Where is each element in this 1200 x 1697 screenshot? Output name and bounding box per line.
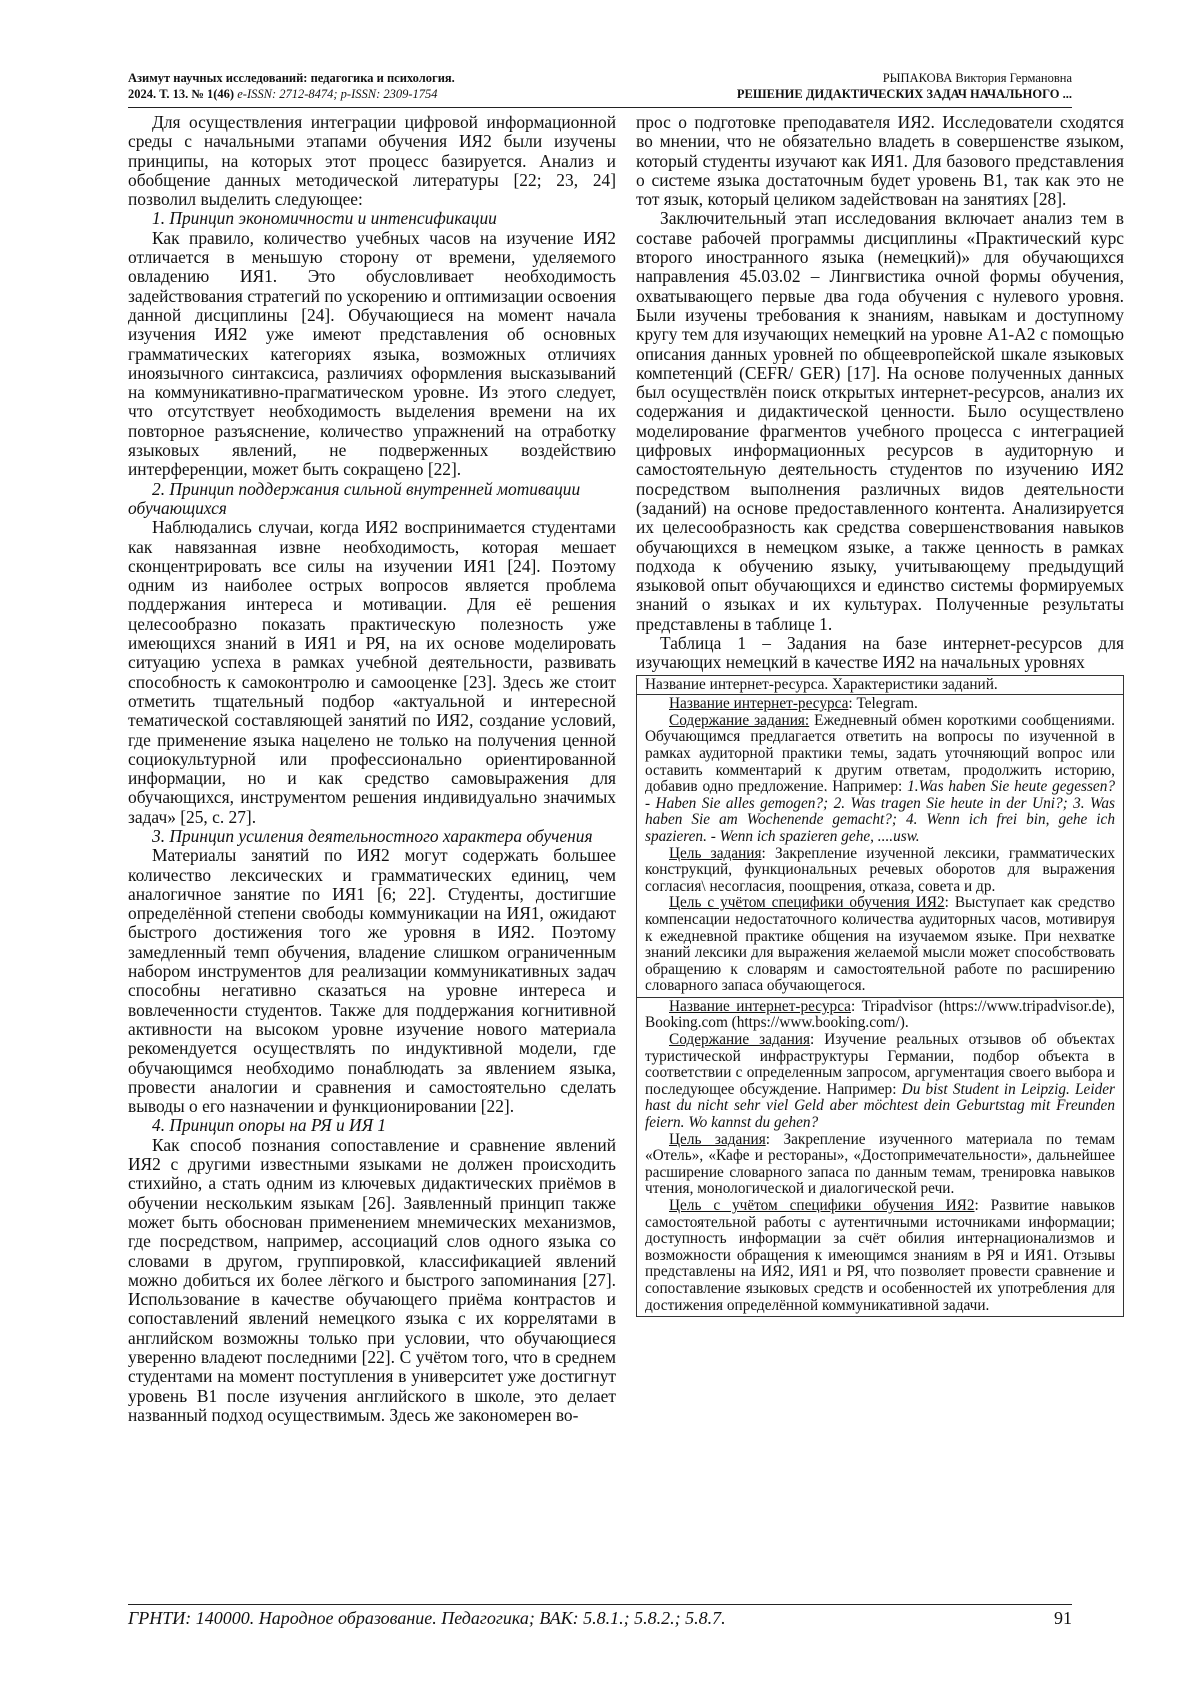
paragraph: Заключительный этап исследования включает анализ тем в составе рабочей программы дисциплины «Практический курс второго иностранного языка (немецкий)» для обучающихся направления 45.03.02 – Лингвистика очной формы обучения, охватывающего первые два года обучения с нулевого уровня. Были изучены требования к знаниям, навыкам и доступному кругу тем для изучающих немецкий на уровне A1-A2 с помощью описания данных уровней по общеевропейской шкале языковых компетенций (CEFR/ GER) [17]. На основе полученных данных был осуществлён поиск открытых интернет-ресурсов, анализ их содержания и дидактической ценности. Было осуществлено моделирование фрагментов учебного процесса с интеграцией цифровых информационных ресурсов в аудиторную и самостоятельную деятельность студентов по изучению ИЯ2 посредством выполнения различных видов деятельности (заданий) на основе предоставленного контента. Анализируется их целесообразность как средства совершенствования навыков обучающихся в немецком языке, а также ценность в рамках подхода к обучению языку, учитывающему предыдущий языковой опыт обучающихся и единство системы формируемых знаний о языках и их культурах. Полученные результаты представлены в таблице 1. — [636, 208, 1124, 634]
table-header: Название интернет-ресурса. Характеристики заданий. — [637, 676, 1123, 696]
resource-label: Название интернет-ресурса — [669, 997, 851, 1015]
resource-label: Название интернет-ресурса — [669, 695, 849, 713]
goal-line — [645, 1132, 1115, 1198]
header-rule — [128, 107, 1072, 108]
spec-value: : Развитие навыков самостоятельной работы с аутентичными источниками информации; доступность информации за счёт обилия интернационализмов и возможности обращения к имеющимся знаниям в РЯ и ИЯ1. Отзывы представлены на ИЯ2, ИЯ1 и РЯ, что позволяет провести сравнение и сопоставление языковых средств и особенностей их употребления для достижения определённой коммуникативной задачи. — [645, 1197, 1115, 1314]
goal-label: Цель задания — [669, 1130, 766, 1148]
content-value: Ежедневный обмен короткими сообщениями. Обучающимся предлагается ответить на вопросы по изученной в рамках аудиторной практики темы, задать уточняющий вопрос или оставить комментарий к другим ответам, продолжить историю, добавив одно предложение. Например: — [645, 711, 1115, 796]
right-column — [636, 113, 1124, 1603]
spec-value: : Выступает как средство компенсации недостаточного количества аудиторных часов, мотивируя к ежедневной практике общения на изучаемом языке. При нехватке знаний лексики для выражения желаемой мысли может способствовать обращению к словарям и самостоятельной работе по расширению словарного запаса обучающегося. — [645, 894, 1116, 995]
paragraph: прос о подготовке преподавателя ИЯ2. Исследователи сходятся во мнении, что не обязательно владеть в совершенстве языком, который студенты изучают как ИЯ1. Для базового представления о системе языка достаточным будет уровень B1, так как это не тот язык, который целиком задействован на занятиях [28]. — [636, 113, 1124, 210]
resource-value: : Tripadvisor (https://www.tripadvisor.de), Booking.com (https://www.booking.com/). — [645, 997, 1115, 1032]
footer-rule — [128, 1604, 1072, 1605]
footer-classification: ГРНТИ: 140000. Народное образование. Педагогика; ВАК: 5.8.1.; 5.8.2.; 5.8.7. — [128, 1608, 726, 1628]
article-info — [737, 70, 1072, 102]
section-heading: 3. Принцип усиления деятельностного характера обучения — [152, 825, 593, 846]
section-heading: 4. Принцип опоры на РЯ и ИЯ 1 — [152, 1115, 387, 1136]
journal-issn: e-ISSN: 2712-8474; p-ISSN: 2309-1754 — [237, 87, 438, 101]
paragraph: Материалы занятий по ИЯ2 могут содержать большее количество лексических и грамматических единиц, чем аналогичное занятие по ИЯ1 [6; 22]. Студенты, достигшие определённой степени свободы коммуникации на ИЯ1, ожидают быстрого достижения того же уровня в ИЯ2. Поэтому замедленный темп обучения, владение слишком ограниченным набором инструментов для реализации коммуникативных задач способны негативно сказаться на уровне интереса и вовлеченности студентов. Также для поддержания когнитивной активности на высоком уровне изучение нового материала рекомендуется осуществлять по индуктивной модели, где обучающимся необходимо понаблюдать за явлением языка, провести аналогии и сравнения и самостоятельно сделать выводы о его назначении и функционировании [22]. — [128, 845, 616, 1117]
paragraph: Наблюдались случаи, когда ИЯ2 воспринимается студентами как навязанная извне необходимость, которая мешает сконцентрировать все силы на изучении ИЯ1 [24]. Поэтому одним из наиболее острых вопросов является проблема поддержания интереса и мотивации. Для её решения целесообразно показать практическую полезность уже имеющихся знаний в ИЯ1 и РЯ, на их основе моделировать ситуацию успеха в рамках учебной деятельности, развивать способность к самоконтролю и самооценке [23]. Здесь же стоит отметить тщательный подбор «актуальной и интересной тематической составляющей занятий по ИЯ2, создание условий, где применение языка нацелено не только на получения ценной социокультурной или профессионально ориентированной информации, но и как средство самовыражения для обучающихся, инструментом решения индивидуально значимых задач» [25, с. 27]. — [128, 517, 616, 827]
table-row — [637, 695, 1123, 998]
section-heading: 2. Принцип поддержания сильной внутренней мотивации обучающихся — [128, 478, 581, 518]
running-title: РЕШЕНИЕ ДИДАКТИЧЕСКИХ ЗАДАЧ НАЧАЛЬНОГО ... — [736, 87, 1072, 101]
paragraph: Как способ познания сопоставление и сравнение явлений ИЯ2 с другими известными языками не должен происходить стихийно, а стать одним из ключевых дидактических приёмов в обучении нескольким языкам [26]. Заявленный принцип также может быть обоснован применением мнемических механизмов, где посредством, например, ассоциаций слов одного языка со словами в другом, группировкой, классификацией явлений можно добиться их более лёгкого и быстрого запоминания [27]. Использование в качестве обучающего приёма контрастов и сопоставлений явлений немецкого языка с их коррелятами в английском возможны только при условии, что обучающиеся уверенно владеют последними [22]. С учётом того, что в среднем студентами на момент поступления в университет уже достигнут уровень B1 после изучения английского в школе, это делает названный подход осуществимым. Здесь же закономерен во- — [128, 1134, 616, 1425]
page-header — [128, 70, 1072, 108]
author-name: РЫПАКОВА Виктория Германовна — [882, 71, 1072, 85]
content-line — [645, 1032, 1115, 1132]
resource-line — [645, 999, 1115, 1032]
journal-info — [128, 70, 455, 102]
content-value: : Изучение реальных отзывов об объектах туристической инфраструктуры Германии, подбор объекта в соответствии с определенным запросом, аргументация своего выбора и последующее обсуждение. Например: — [645, 1031, 1115, 1098]
paragraph: Для осуществления интеграции цифровой информационной среды с начальными этапами обучения ИЯ2 были изучены принципы, на которых этот процесс базируется. Анализ и обобщение данных методической литературы [22; 23, 24] позволил выделить следующее: — [128, 113, 616, 210]
resource-value: : Telegram. — [848, 695, 918, 713]
page-number: 91 — [1054, 1608, 1072, 1628]
content-label: Содержание задания: — [669, 711, 810, 729]
table-row — [637, 998, 1123, 1316]
paragraph: Как правило, количество учебных часов на изучение ИЯ2 отличается в меньшую сторону от времени, уделяемого овладению ИЯ1. Это обусловливает необходимость задействования стратегий по ускорению и оптимизации освоения данной дисциплины [24]. Обучающиеся на момент начала изучения ИЯ2 уже имеют представления об основных грамматических категориях языка, возможных отличиях иноязычного синтаксиса, различиях оформления высказываний на коммуникативно-прагматическом уровне. Из этого следует, что отсутствует необходимость выделения времени на их повторное разъяснение, количество упражнений на отработку языковых явлений, не подверженных воздействию интерференции, может быть сокращено [22]. — [128, 227, 616, 480]
journal-volume: 2024. Т. 13. № 1(46) — [128, 87, 235, 101]
content-example: 1.Was haben Sie heute gegessen? - Haben Sie alles gemogen?; 2. Was tragen Sie heute in der Uni?; 3. Was haben Sie am Wochenende gemacht?; 4. Wenn ich frei bin, gehe ich spazieren. - Wenn ich spazieren gehe, ....usw. — [645, 778, 1115, 845]
resource-line — [645, 696, 1115, 713]
content-label: Содержание задания — [669, 1031, 810, 1049]
left-column — [128, 113, 616, 1603]
content-line — [645, 713, 1115, 846]
paragraph: Таблица 1 – Задания на базе интернет-ресурсов для изучающих немецкий в качестве ИЯ2 на начальных уровнях — [636, 633, 1124, 673]
content-example: Du bist Student in Leipzig. Leider hast du nicht sehr viel Geld aber möchtest dein Geburtstag mit Freunden feiern. Wo kannst du gehen? — [645, 1080, 1115, 1132]
section-heading: 1. Принцип экономичности и интенсификации — [152, 208, 497, 229]
goal-value: : Закрепление изученного материала по темам «Отель», «Кафе и рестораны», «Достопримечательности», дальнейшее расширение словарного запаса по данным темам, тренировка навыков чтения, монологической и диалогической речи. — [645, 1130, 1115, 1198]
table-1 — [636, 675, 1124, 1318]
spec-line — [645, 1198, 1115, 1314]
spec-label: Цель с учётом специфики обучения ИЯ2 — [669, 894, 945, 912]
goal-line — [645, 846, 1115, 896]
journal-title: Азимут научных исследований: педагогика и психология. — [128, 71, 455, 85]
page-footer — [128, 1608, 1072, 1632]
goal-label: Цель задания — [669, 844, 762, 862]
spec-line — [645, 895, 1115, 995]
spec-label: Цель с учётом специфики обучения ИЯ2 — [669, 1197, 975, 1215]
goal-value: : Закрепление изученной лексики, грамматических конструкций, функциональных речевых оборотов для выражения согласия\ несогласия, поощрения, отказа, совета и др. — [645, 844, 1115, 895]
